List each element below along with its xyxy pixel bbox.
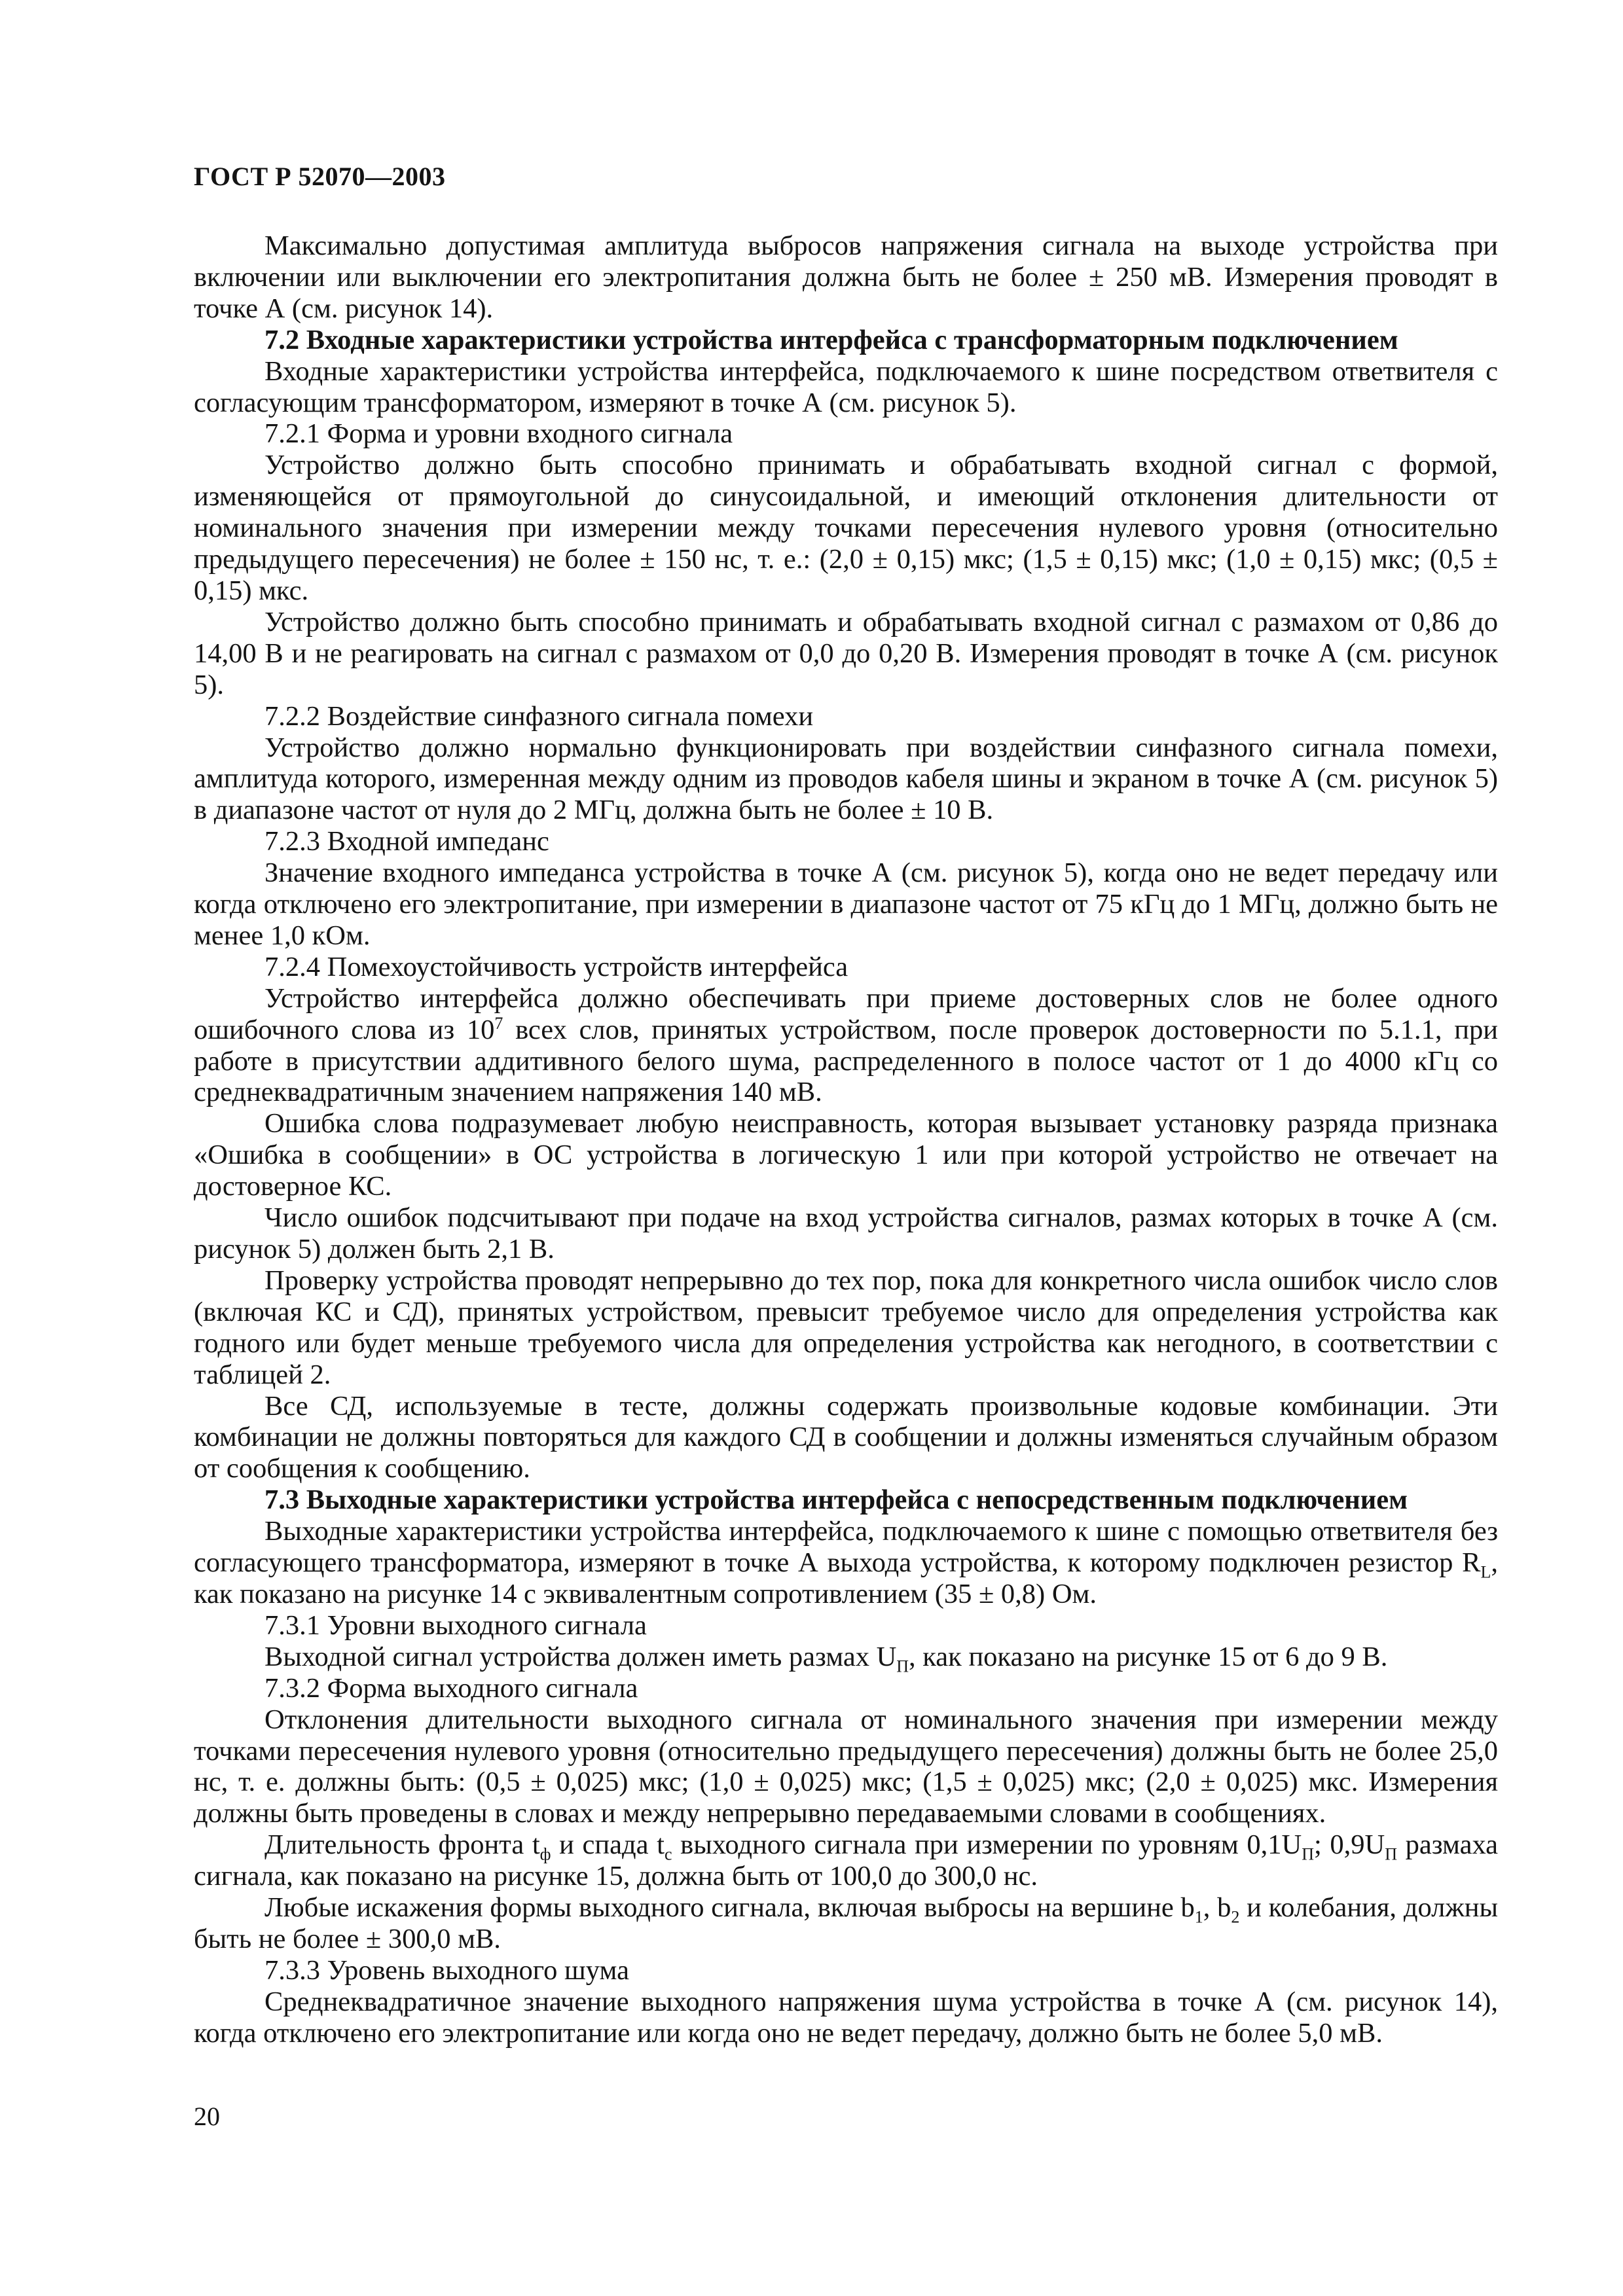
text-run: Длительность фронта t	[264, 1829, 540, 1861]
paragraph: Устройство должно быть способно принимать и обрабатывать входной сигнал с размахом от 0,86 до 14,00 В и не реагировать на сигнал с размахом от 0,0 до 0,20 В. Измерения проводят в точке А (см. рисунок 5).	[194, 606, 1498, 700]
document-header: ГОСТ Р 52070—2003	[194, 162, 446, 191]
subsection-heading-7-2-4: 7.2.4 Помехоустойчивость устройств интерфейса	[264, 951, 848, 982]
text-run: Любые искажения формы выходного сигнала, включая выбросы на вершине b	[264, 1892, 1195, 1924]
paragraph: Значение входного импеданса устройства в точке А (см. рисунок 5), когда оно не ведет передачу или когда отключено его электропитание, при измерении в диапазоне частот от 75 кГц до 1 МГц, должно быть не менее 1,0 кОм.	[194, 857, 1498, 951]
document-body	[194, 230, 1498, 2049]
paragraph: Все СД, используемые в тесте, должны содержать произвольные кодовые комбинации. Эти комбинации не должны повторяться для каждого СД в сообщении и должны изменяться случайным образом от сообщения к сообщению.	[194, 1390, 1498, 1484]
superscript: 7	[494, 1013, 503, 1033]
text-run: , как показано на рисунке 15 от 6 до 9 В.	[909, 1641, 1388, 1672]
subscript: 2	[1231, 1907, 1240, 1927]
paragraph	[194, 1641, 1498, 1676]
subsection-heading-7-2-3: 7.2.3 Входной импеданс	[264, 826, 549, 857]
subscript: П	[1302, 1844, 1314, 1864]
subscript: П	[1385, 1844, 1398, 1864]
paragraph: Проверку устройства проводят непрерывно до тех пор, пока для конкретного числа ошибок число слов (включая КС и СД), принятых устройством, превысит требуемое число для определения устройства как годного или будет меньше требуемого числа для определения устройства как негодного, в соответствии с таблицей 2.	[194, 1265, 1498, 1390]
text-run: Выходные характеристики устройства интерфейса, подключаемого к шине с помощью ответвителя без согласующего трансформатора, измеряют в точке А выхода устройства, к которому подключен резистор R	[194, 1516, 1498, 1579]
text-run: и колебания, должны быть не более ± 300,0 мВ.	[194, 1892, 1499, 1954]
paragraph: Число ошибок подсчитывают при подаче на вход устройства сигналов, размах которых в точке А (см. рисунок 5) должен быть 2,1 В.	[194, 1202, 1498, 1265]
paragraph: Максимально допустимая амплитуда выбросов напряжения сигнала на выходе устройства при включении или выключении его электропитания должна быть не более ± 250 мВ. Измерения проводят в точке А (см. рисунок 14).	[194, 230, 1498, 324]
paragraph	[194, 1516, 1498, 1610]
subscript: 1	[1194, 1907, 1203, 1927]
text-run: выходного сигнала при измерении по уровням 0,1U	[672, 1829, 1302, 1861]
paragraph	[194, 1829, 1498, 1892]
subsection-heading-7-3-1: 7.3.1 Уровни выходного сигнала	[264, 1609, 647, 1641]
paragraph: Среднеквадратичное значение выходного напряжения шума устройства в точке А (см. рисунок 14), когда отключено его электропитание или когда оно не ведет передачу, должно быть не более 5,0 мВ.	[194, 1986, 1498, 2049]
subsection-heading-7-2-1: 7.2.1 Форма и уровни входного сигнала	[264, 418, 733, 450]
text-run: всех слов, принятых устройством, после проверок достоверности по 5.1.1, при работе в присутствии аддитивного белого шума, распределенного в полосе частот от 1 до 4000 кГц со среднеквадратичным значением напряжения 140 мВ.	[194, 1014, 1498, 1108]
subscript: L	[1480, 1562, 1491, 1582]
paragraph: Устройство должно нормально функционировать при воздействии синфазного сигнала помехи, амплитуда которого, измеренная между одним из проводов кабеля шины и экраном в точке А (см. рисунок 5) в диапазоне частот от нуля до 2 МГц, должна быть не более ± 10 В.	[194, 732, 1498, 826]
section-heading-7-3: 7.3 Выходные характеристики устройства интерфейса с непосредственным подключением	[264, 1484, 1408, 1516]
text-run: ; 0,9U	[1313, 1829, 1385, 1861]
paragraph	[194, 1892, 1498, 1955]
text-run: Выходной сигнал устройства должен иметь размах U	[264, 1641, 897, 1672]
subsection-heading-7-3-3: 7.3.3 Уровень выходного шума	[264, 1954, 629, 1986]
paragraph: Входные характеристики устройства интерфейса, подключаемого к шине посредством ответвителя с согласующим трансформатором, измеряют в точке А (см. рисунок 5).	[194, 355, 1498, 418]
text-run: и спада t	[551, 1829, 665, 1861]
page-number: 20	[194, 2102, 220, 2131]
text-run: размаха сигнала, как показано на рисунке 15, должна быть от 100,0 до 300,0 нс.	[194, 1829, 1498, 1892]
subscript: П	[896, 1657, 909, 1676]
subsection-heading-7-3-2: 7.3.2 Форма выходного сигнала	[264, 1672, 638, 1704]
subscript: ф	[539, 1844, 551, 1864]
section-heading-7-2: 7.2 Входные характеристики устройства интерфейса с трансформаторным подключением	[264, 324, 1398, 355]
paragraph: Ошибка слова подразумевает любую неисправность, которая вызывает установку разряда признака «Ошибка в сообщении» в ОС устройства в логическую 1 или при которой устройство не отвечает на достоверное КС.	[194, 1108, 1498, 1202]
text-run: Устройство интерфейса должно обеспечивать при приеме достоверных слов не более одного ошибочного слова из 10	[194, 982, 1498, 1045]
text-run: , b	[1203, 1892, 1231, 1924]
subscript: с	[664, 1844, 672, 1864]
paragraph	[194, 983, 1498, 1109]
text-run: , как показано на рисунке 14 с эквивалентным сопротивлением (35 ± 0,8) Ом.	[194, 1547, 1498, 1609]
paragraph: Устройство должно быть способно принимать и обрабатывать входной сигнал с формой, изменяющейся от прямоугольной до синусоидальной, и имеющий отклонения длительности от номинального значения при измерении между точками пересечения нулевого уровня (относительно предыдущего пересечения) не более ± 150 нс, т. е.: (2,0 ± 0,15) мкс; (1,5 ± 0,15) мкс; (1,0 ± 0,15) мкс; (0,5 ± 0,15) мкс.	[194, 450, 1498, 606]
paragraph: Отклонения длительности выходного сигнала от номинального значения при измерении между точками пересечения нулевого уровня (относительно предыдущего пересечения) должны быть не более 25,0 нс, т. е. должны быть: (0,5 ± 0,025) мкс; (1,0 ± 0,025) мкс; (1,5 ± 0,025) мкс; (2,0 ± 0,025) мкс. Измерения должны быть проведены в словах и между непрерывно передаваемыми словами в сообщениях.	[194, 1704, 1498, 1829]
subsection-heading-7-2-2: 7.2.2 Воздействие синфазного сигнала помехи	[264, 700, 814, 732]
